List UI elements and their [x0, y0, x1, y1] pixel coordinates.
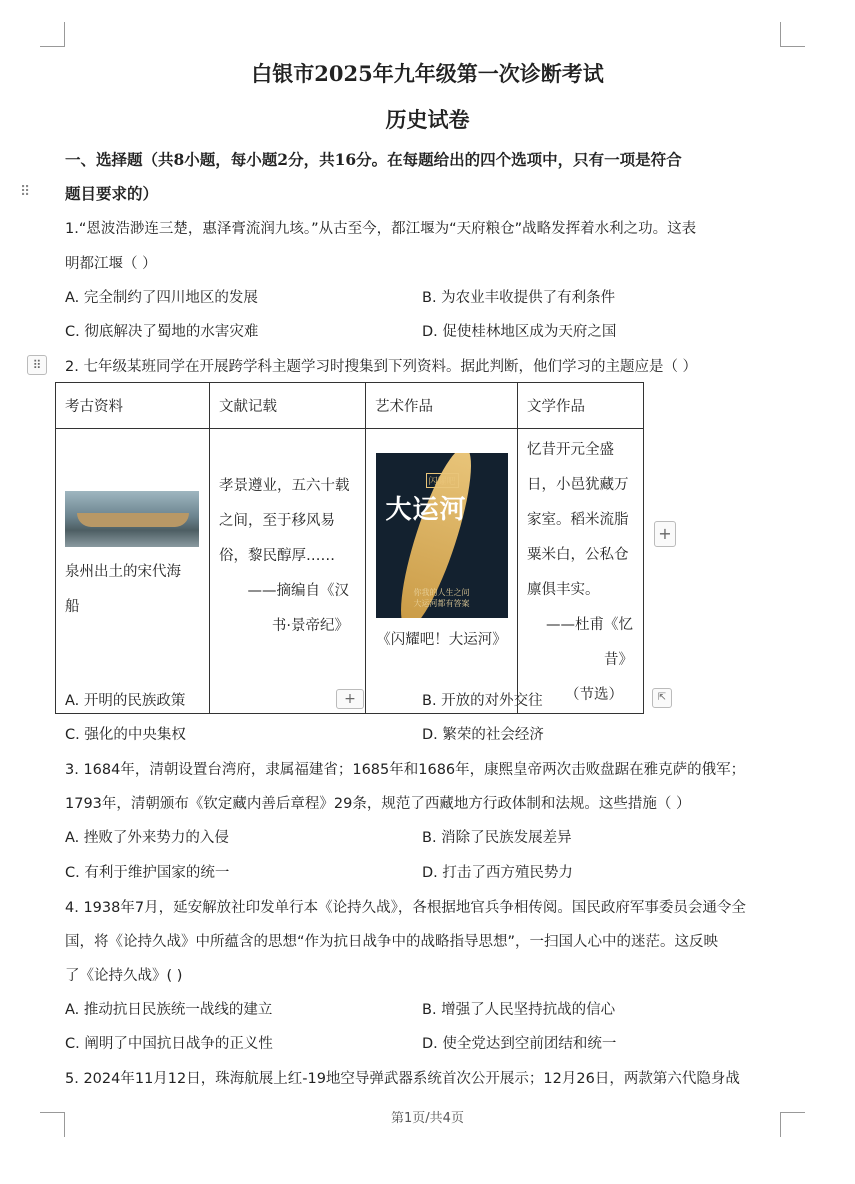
poster-title: 大运河	[385, 495, 467, 525]
header-documents: 文献记载	[210, 383, 366, 429]
q2-option-c: C. 强化的中央集权	[65, 727, 186, 743]
q3-stem-line1: 3. 1684年，清朝设置台湾府，隶属福建省；1685年和1686年，康熙皇帝两次击败盘踞在雅克萨的俄军；	[65, 762, 746, 778]
section-heading-line1: 一、选择题（共8小题，每小题2分，共16分。在每题给出的四个选项中，只有一项是符合	[65, 150, 682, 169]
header-artwork: 艺术作品	[366, 383, 518, 429]
poem-line-1: 忆昔开元全盛	[527, 442, 614, 458]
section-heading-line2: 题目要求的）	[65, 184, 159, 203]
q3-option-a: A. 挫败了外来势力的入侵	[65, 830, 229, 846]
q1-option-a: A. 完全制约了四川地区的发展	[65, 290, 258, 306]
poem-line-3: 家室。稻米流脂	[527, 512, 629, 528]
exam-title: 白银市2025年九年级第一次诊断考试	[251, 61, 604, 86]
q2-option-a: A. 开明的民族政策	[65, 693, 186, 709]
poem-note: （节选）	[565, 687, 623, 703]
q2-materials-table	[55, 382, 644, 714]
poem-source: ——杜甫《忆昔》	[546, 617, 633, 668]
q1-option-b: B. 为农业丰收提供了有利条件	[422, 290, 616, 306]
q4-option-a: A. 推动抗日民族统一战线的建立	[65, 1002, 273, 1018]
poem-line-2: 日，小邑犹藏万	[527, 477, 629, 493]
song-ship-photo	[65, 491, 199, 547]
header-archaeology: 考古资料	[56, 383, 210, 429]
document-line-3: 俗，黎民醇厚……	[219, 548, 335, 564]
poem-line-4: 粟米白，公私仓	[527, 547, 629, 563]
add-row-button[interactable]: +	[336, 689, 364, 709]
q2-stem: 2. 七年级某班同学在开展跨学科主题学习时搜集到下列资料。据此判断，他们学习的主题应是（ ）	[65, 359, 698, 375]
q3-option-c: C. 有利于维护国家的统一	[65, 865, 230, 881]
document-line-2: 之间，至于移风易	[219, 513, 335, 529]
poem-line-5: 廪俱丰实。	[527, 582, 600, 598]
q5-stem-line1: 5. 2024年11月12日，珠海航展上红-19地空导弹武器系统首次公开展示；12月26日，两款第六代隐身战	[65, 1071, 740, 1087]
q4-option-c: C. 阐明了中国抗日战争的正义性	[65, 1036, 273, 1052]
ship-caption-line2: 船	[65, 599, 80, 615]
q3-option-d: D. 打击了西方殖民势力	[422, 865, 573, 881]
exam-subtitle: 历史试卷	[385, 107, 470, 132]
q1-stem-line1: 1.“恩波浩渺连三楚，惠泽膏流润九垓。”从古至今，都江堰为“天府粮仓”战略发挥着水利之功。这表	[65, 221, 697, 237]
q2-option-d: D. 繁荣的社会经济	[422, 727, 544, 743]
page-number: 第1页/共4页	[391, 1111, 464, 1126]
q1-stem-line2: 明都江堰（ ）	[65, 256, 157, 272]
literature-cell	[518, 429, 644, 714]
art-caption: 《闪耀吧！大运河》	[376, 632, 507, 648]
document-source-2: 书·景帝纪》	[271, 618, 349, 634]
add-column-button[interactable]: +	[654, 521, 676, 547]
table-grip-icon[interactable]: ⠿	[27, 355, 47, 375]
q3-option-b: B. 消除了民族发展差异	[422, 830, 572, 846]
q2-option-b: B. 开放的对外交往	[422, 693, 543, 709]
document-source-1: ——摘编自《汉	[247, 583, 349, 599]
canal-poster-image	[376, 453, 508, 618]
header-literature: 文学作品	[518, 383, 644, 429]
drag-grip-icon[interactable]: ⠿	[20, 184, 31, 200]
artwork-cell	[366, 429, 518, 714]
poster-sub-2: 大运河都有答案	[413, 599, 470, 608]
q1-option-d: D. 促使桂林地区成为天府之国	[422, 324, 617, 340]
q3-stem-line2: 1793年，清朝颁布《钦定藏内善后章程》29条，规范了西藏地方行政体制和法规。这些措施（ ）	[65, 796, 691, 812]
document-cell	[210, 429, 366, 714]
crop-mark-top-left	[40, 22, 65, 47]
q4-stem-line2: 国，将《论持久战》中所蕴含的思想“作为抗日战争中的战略指导思想”，一扫国人心中的迷茫。这反映	[65, 934, 719, 950]
q4-option-b: B. 增强了人民坚持抗战的信心	[422, 1002, 616, 1018]
ship-caption-line1: 泉州出土的宋代海	[65, 564, 181, 580]
q4-option-d: D. 使全党达到空前团结和统一	[422, 1036, 617, 1052]
poster-sub-1: 你我的人生之问	[413, 588, 470, 597]
q1-option-c: C. 彻底解决了蜀地的水害灾难	[65, 324, 259, 340]
resize-handle-icon[interactable]: ⇱	[652, 688, 672, 708]
q4-stem-line1: 4. 1938年7月，延安解放社印发单行本《论持久战》，各根据地官兵争相传阅。国民政府军事委员会通令全	[65, 900, 746, 916]
q4-stem-line3: 了《论持久战》( )	[65, 968, 183, 984]
poster-tag: 闪耀吧	[426, 473, 459, 488]
archaeology-cell	[56, 429, 210, 714]
crop-mark-top-right	[780, 22, 805, 47]
document-line-1: 孝景遵业，五六十载	[219, 478, 350, 494]
